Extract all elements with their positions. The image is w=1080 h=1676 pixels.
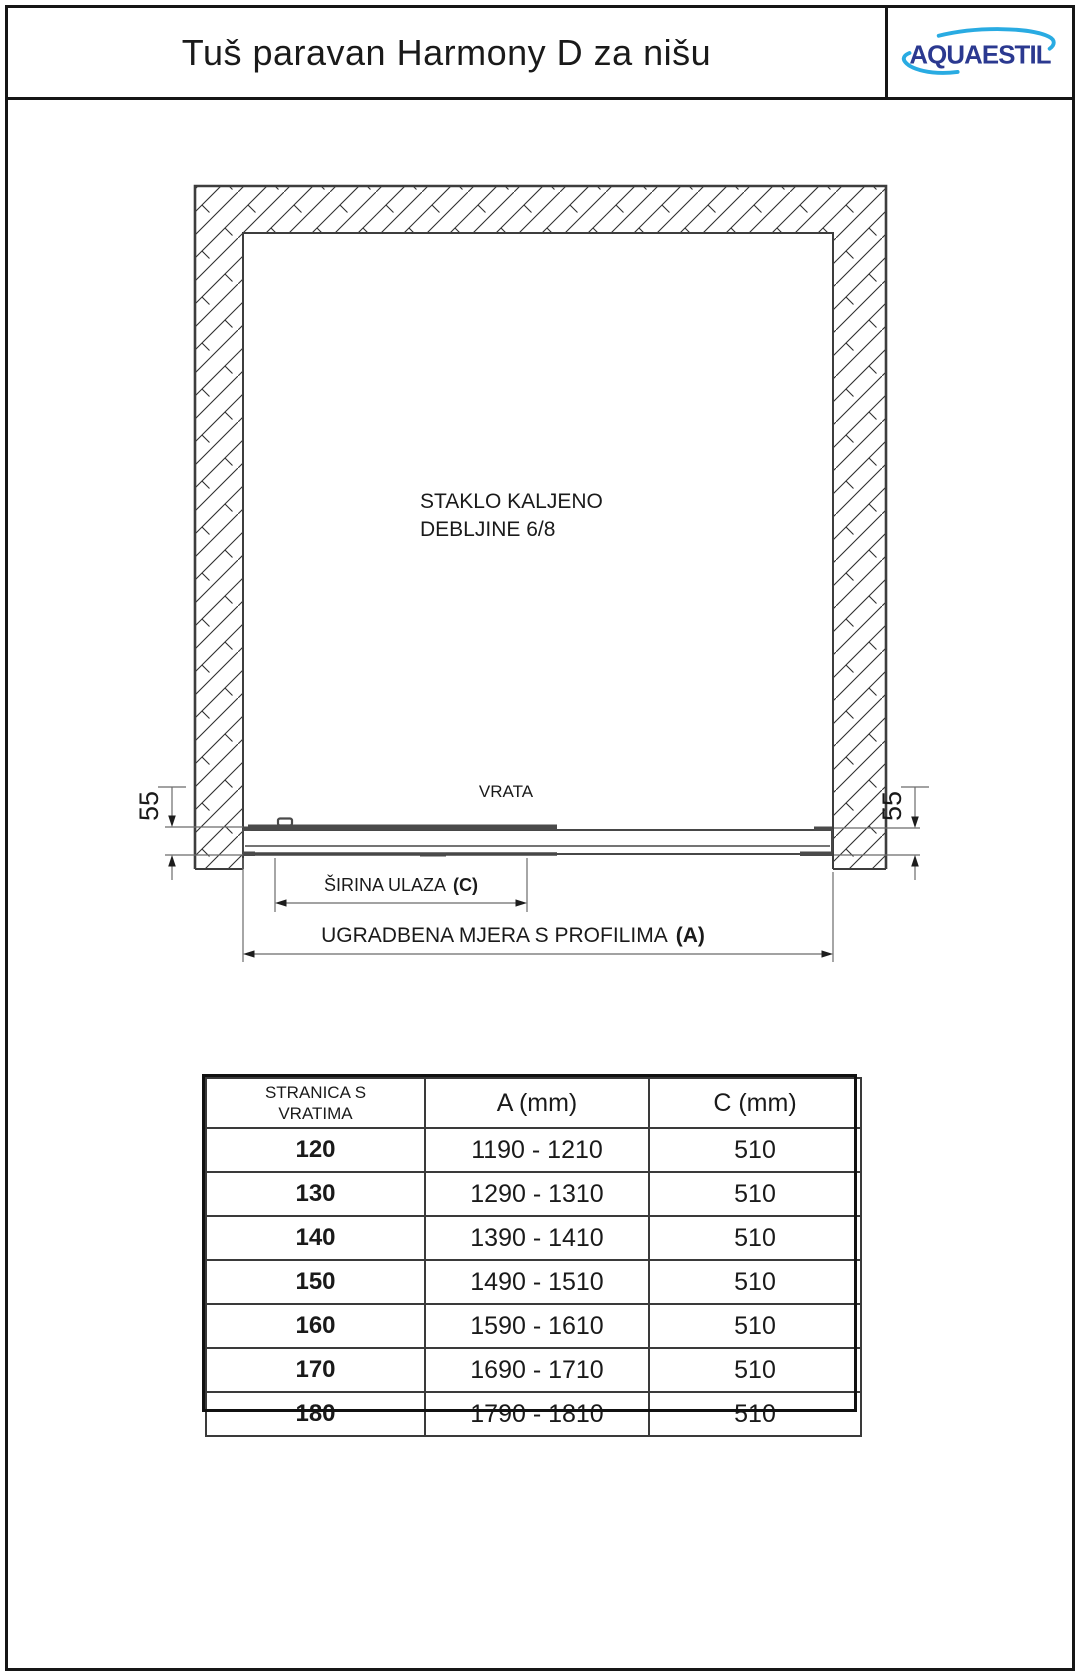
- cell-size: 170: [206, 1348, 425, 1392]
- page-title: Tuš paravan Harmony D za nišu: [181, 31, 712, 73]
- logo-cell: [885, 8, 1072, 97]
- glass-label-line2: DEBLJINE 6/8: [420, 518, 556, 541]
- cell-size: 130: [206, 1172, 425, 1216]
- left-wall-bracket-bottom: [243, 852, 255, 857]
- cell-a-range: 1390 - 1410: [425, 1216, 649, 1260]
- header-c-mm: C (mm): [649, 1078, 861, 1128]
- door-track-assembly: [243, 782, 832, 857]
- dim-install-label: [321, 924, 705, 947]
- door-label: VRATA: [478, 782, 534, 801]
- cell-a-range: 1590 - 1610: [425, 1304, 649, 1348]
- arrowhead-down: [168, 816, 176, 828]
- cell-size: 160: [206, 1304, 425, 1348]
- cell-a-range: 1790 - 1810: [425, 1392, 649, 1436]
- glass-label-line1: STAKLO KALJENO: [420, 490, 603, 513]
- table-header-row: [206, 1078, 861, 1128]
- cell-size: 150: [206, 1260, 425, 1304]
- table-row: [206, 1216, 861, 1260]
- arrowhead-left: [243, 950, 255, 957]
- cell-c-value: 510: [649, 1304, 861, 1348]
- technical-drawing: [8, 100, 1072, 980]
- cell-c-value: 510: [649, 1128, 861, 1172]
- header: [8, 8, 1072, 100]
- cell-size: 120: [206, 1128, 425, 1172]
- header-a-mm: A (mm): [425, 1078, 649, 1128]
- arrowhead-right: [516, 899, 528, 906]
- dim-install-code: (A): [675, 924, 705, 947]
- cell-a-range: 1290 - 1310: [425, 1172, 649, 1216]
- dim-entrance-text: ŠIRINA ULAZA: [323, 875, 447, 895]
- cell-size: 140: [206, 1216, 425, 1260]
- table-row: [206, 1172, 861, 1216]
- dimension-entrance-c: [275, 858, 527, 912]
- wall-inner-edge: [243, 233, 833, 869]
- cell-c-value: 510: [649, 1392, 861, 1436]
- arrowhead-left: [275, 899, 287, 906]
- track-profile: [243, 830, 832, 854]
- cell-c-value: 510: [649, 1172, 861, 1216]
- arrowhead-up: [168, 855, 176, 867]
- dim-install-text: UGRADBENA MJERA S PROFILIMA: [321, 924, 668, 947]
- size-table: [205, 1077, 862, 1437]
- table-row: [206, 1304, 861, 1348]
- right-wall-bracket-top: [814, 827, 832, 832]
- arrowhead-down: [911, 817, 919, 829]
- dimension-install-a: [243, 858, 833, 962]
- door-handle: [278, 819, 292, 826]
- arrowhead-right: [822, 950, 834, 957]
- logo-text: AQUAESTIL: [909, 40, 1051, 69]
- cell-a-range: 1190 - 1210: [425, 1128, 649, 1172]
- dim-entrance-code: (C): [453, 875, 479, 895]
- aquaestil-logo: [894, 22, 1066, 84]
- cell-c-value: 510: [649, 1260, 861, 1304]
- cell-a-range: 1690 - 1710: [425, 1348, 649, 1392]
- glass-label: [420, 490, 603, 541]
- arrowhead-up: [911, 855, 919, 867]
- cell-c-value: 510: [649, 1216, 861, 1260]
- table-row: [206, 1348, 861, 1392]
- sliding-door-panel: [248, 825, 557, 831]
- track-foot-pad: [420, 853, 446, 857]
- header-side-with-door: STRANICA S VRATIMA: [206, 1078, 425, 1128]
- cell-size: 180: [206, 1392, 425, 1436]
- right-wall-bracket-bottom: [800, 852, 832, 857]
- table-row: [206, 1260, 861, 1304]
- title-cell: [8, 8, 885, 97]
- dim-entrance-label: [324, 874, 478, 895]
- datasheet-page: [5, 5, 1075, 1671]
- dim-55-right-value: 55: [877, 790, 907, 821]
- cell-c-value: 510: [649, 1348, 861, 1392]
- table-row: [206, 1128, 861, 1172]
- table-row: [206, 1392, 861, 1436]
- left-wall-bracket-top: [243, 827, 251, 832]
- cell-a-range: 1490 - 1510: [425, 1260, 649, 1304]
- dim-55-left-value: 55: [134, 790, 164, 821]
